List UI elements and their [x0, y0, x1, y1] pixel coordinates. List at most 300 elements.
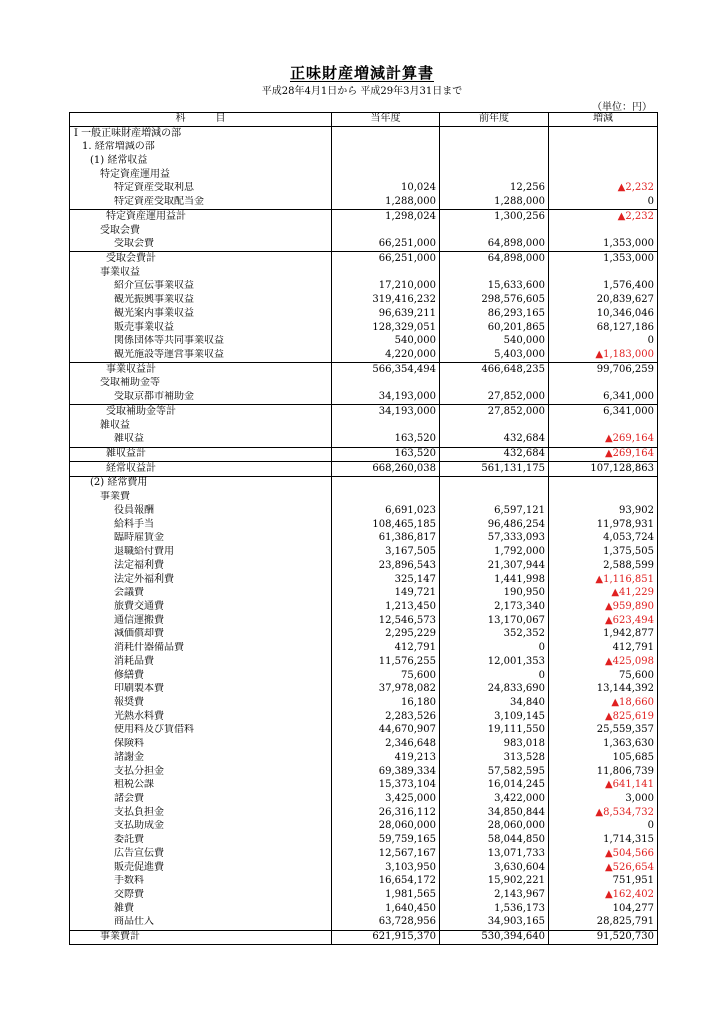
change-value: 0: [549, 820, 658, 834]
change-value: [549, 154, 658, 168]
current-value: 3,167,505: [332, 546, 440, 560]
row-label: 支払助成金: [70, 820, 332, 834]
current-value: 63,728,956: [332, 916, 440, 930]
change-value: ▲623,494: [549, 614, 658, 628]
previous-value: 58,044,850: [440, 834, 549, 848]
change-value: ▲1,183,000: [549, 349, 658, 363]
previous-value: 15,633,600: [440, 280, 549, 294]
table-row: [70, 875, 658, 889]
row-label: 消耗什器備品費: [70, 642, 332, 656]
change-value: [549, 419, 658, 433]
table-row: [70, 504, 658, 518]
current-value: 10,024: [332, 182, 440, 196]
current-value: 621,915,370: [332, 930, 440, 945]
change-value: [549, 168, 658, 182]
table-row: [70, 820, 658, 834]
current-value: 12,567,167: [332, 847, 440, 861]
table-row: [70, 683, 658, 697]
previous-value: [440, 141, 549, 155]
row-label: 使用料及び賃借料: [70, 724, 332, 738]
current-value: [332, 491, 440, 505]
table-row: [70, 806, 658, 820]
table-row: [70, 280, 658, 294]
table-row: [70, 168, 658, 182]
previous-value: 298,576,605: [440, 294, 549, 308]
table-row: [70, 363, 658, 377]
change-value: 0: [549, 196, 658, 210]
change-value: 107,128,863: [549, 462, 658, 477]
row-label: 販売促進費: [70, 861, 332, 875]
period-text: 平成28年4月1日から 平成29年3月31日まで: [261, 86, 463, 97]
change-value: ▲8,534,732: [549, 806, 658, 820]
row-label: 支払分担金: [70, 765, 332, 779]
current-value: [332, 168, 440, 182]
previous-value: 432,684: [440, 433, 549, 447]
row-label: 雑費: [70, 902, 332, 916]
row-label: 特定資産運用益: [70, 168, 332, 182]
row-label: 法定福利費: [70, 559, 332, 573]
current-value: 325,147: [332, 573, 440, 587]
current-value: 1,213,450: [332, 600, 440, 614]
row-label: 受取会費計: [70, 252, 332, 266]
row-label: 保険料: [70, 738, 332, 752]
previous-value: 2,173,340: [440, 600, 549, 614]
previous-value: 27,852,000: [440, 391, 549, 405]
change-value: 91,520,730: [549, 930, 658, 945]
change-value: 99,706,259: [549, 363, 658, 377]
previous-value: 64,898,000: [440, 252, 549, 266]
current-value: 566,354,494: [332, 363, 440, 377]
row-label: 臨時雇賃金: [70, 532, 332, 546]
table-row: [70, 834, 658, 848]
current-value: 2,346,648: [332, 738, 440, 752]
row-label: 会議費: [70, 587, 332, 601]
row-label: 受取京都市補助金: [70, 391, 332, 405]
change-value: 68,127,186: [549, 321, 658, 335]
change-value: 11,806,739: [549, 765, 658, 779]
previous-value: 2,143,967: [440, 889, 549, 903]
previous-value: 1,288,000: [440, 196, 549, 210]
previous-value: 57,333,093: [440, 532, 549, 546]
previous-value: 3,109,145: [440, 710, 549, 724]
row-label: 1. 経常増減の部: [70, 141, 332, 155]
previous-value: 21,307,944: [440, 559, 549, 573]
current-value: 412,791: [332, 642, 440, 656]
previous-value: 34,840: [440, 696, 549, 710]
row-label: 光熱水料費: [70, 710, 332, 724]
table-row: [70, 669, 658, 683]
table-row: [70, 491, 658, 505]
current-value: [332, 266, 440, 280]
change-value: 105,685: [549, 751, 658, 765]
row-label: 受取補助金等計: [70, 405, 332, 419]
current-value: 16,180: [332, 696, 440, 710]
previous-value: 86,293,165: [440, 307, 549, 321]
table-row: [70, 433, 658, 447]
header-row: [70, 113, 658, 127]
previous-value: 24,833,690: [440, 683, 549, 697]
table-row: [70, 573, 658, 587]
previous-value: 1,792,000: [440, 546, 549, 560]
table-row: [70, 559, 658, 573]
table-row: [70, 847, 658, 861]
table-row: [70, 405, 658, 419]
table-row: [70, 238, 658, 252]
current-value: 163,520: [332, 447, 440, 462]
current-value: 1,288,000: [332, 196, 440, 210]
table-row: [70, 861, 658, 875]
change-value: 1,714,315: [549, 834, 658, 848]
table-row: [70, 447, 658, 462]
row-label: 手数料: [70, 875, 332, 889]
previous-value: [440, 491, 549, 505]
previous-value: 15,902,221: [440, 875, 549, 889]
previous-value: 432,684: [440, 447, 549, 462]
previous-value: 27,852,000: [440, 405, 549, 419]
change-value: 25,559,357: [549, 724, 658, 738]
current-value: 96,639,211: [332, 307, 440, 321]
previous-value: 466,648,235: [440, 363, 549, 377]
table-row: [70, 307, 658, 321]
table-row: [70, 377, 658, 391]
table-row: [70, 793, 658, 807]
row-label: 特定資産受取配当金: [70, 196, 332, 210]
table-row: [70, 916, 658, 930]
previous-value: 190,950: [440, 587, 549, 601]
current-value: 69,389,334: [332, 765, 440, 779]
change-value: [549, 491, 658, 505]
current-value: 419,213: [332, 751, 440, 765]
change-value: ▲18,660: [549, 696, 658, 710]
table-row: [70, 724, 658, 738]
current-value: 128,329,051: [332, 321, 440, 335]
current-value: 1,640,450: [332, 902, 440, 916]
previous-value: 34,903,165: [440, 916, 549, 930]
current-value: 6,691,023: [332, 504, 440, 518]
current-value: 1,981,565: [332, 889, 440, 903]
table-row: [70, 391, 658, 405]
current-value: [332, 154, 440, 168]
change-value: [549, 266, 658, 280]
current-value: 3,425,000: [332, 793, 440, 807]
table-row: [70, 532, 658, 546]
table-row: [70, 930, 658, 945]
current-value: 12,546,573: [332, 614, 440, 628]
row-label: 諸会費: [70, 793, 332, 807]
table-row: [70, 902, 658, 916]
table-row: [70, 546, 658, 560]
table-row: [70, 462, 658, 477]
row-label: 給料手当: [70, 518, 332, 532]
table-row: [70, 710, 658, 724]
previous-value: [440, 154, 549, 168]
change-value: [549, 224, 658, 238]
change-value: 1,576,400: [549, 280, 658, 294]
change-value: [549, 476, 658, 490]
row-label: 委託費: [70, 834, 332, 848]
row-label: 役員報酬: [70, 504, 332, 518]
table-row: [70, 765, 658, 779]
row-label: 関係団体等共同事業収益: [70, 335, 332, 349]
change-value: ▲425,098: [549, 655, 658, 669]
table-row: [70, 696, 658, 710]
unit-label: （単位：円）: [592, 102, 652, 113]
row-label: 事業収益計: [70, 363, 332, 377]
change-value: 20,839,627: [549, 294, 658, 308]
table-row: [70, 476, 658, 490]
current-value: 23,896,543: [332, 559, 440, 573]
row-label: 販売事業収益: [70, 321, 332, 335]
document-title: 正味財産増減計算書: [289, 64, 434, 82]
change-value: [549, 141, 658, 155]
current-value: 75,600: [332, 669, 440, 683]
previous-value: 313,528: [440, 751, 549, 765]
previous-value: 1,441,998: [440, 573, 549, 587]
change-value: 11,978,931: [549, 518, 658, 532]
row-label: 印刷製本費: [70, 683, 332, 697]
row-label: 支払負担金: [70, 806, 332, 820]
current-value: [332, 476, 440, 490]
change-value: ▲1,116,851: [549, 573, 658, 587]
previous-value: 64,898,000: [440, 238, 549, 252]
previous-value: 57,582,595: [440, 765, 549, 779]
table-row: [70, 154, 658, 168]
change-value: 10,346,046: [549, 307, 658, 321]
table-row: [70, 614, 658, 628]
row-label: 報奨費: [70, 696, 332, 710]
change-value: 93,902: [549, 504, 658, 518]
row-label: 事業費計: [70, 930, 332, 945]
row-label: (2) 経常費用: [70, 476, 332, 490]
table-row: [70, 889, 658, 903]
row-label: 観光振興事業収益: [70, 294, 332, 308]
row-label: 減価償却費: [70, 628, 332, 642]
current-value: 11,576,255: [332, 655, 440, 669]
row-label: 観光案内事業収益: [70, 307, 332, 321]
previous-value: 0: [440, 669, 549, 683]
current-value: [332, 224, 440, 238]
previous-value: 16,014,245: [440, 779, 549, 793]
change-value: 6,341,000: [549, 405, 658, 419]
current-value: 319,416,232: [332, 294, 440, 308]
table-row: [70, 587, 658, 601]
current-value: 16,654,172: [332, 875, 440, 889]
row-label: 受取会費: [70, 238, 332, 252]
table-row: [70, 252, 658, 266]
header-current: 当年度: [332, 113, 440, 127]
change-value: ▲641,141: [549, 779, 658, 793]
previous-value: 28,060,000: [440, 820, 549, 834]
change-value: 4,053,724: [549, 532, 658, 546]
table-row: [70, 779, 658, 793]
change-value: ▲959,890: [549, 600, 658, 614]
previous-value: 530,394,640: [440, 930, 549, 945]
change-value: 2,588,599: [549, 559, 658, 573]
table-row: [70, 196, 658, 210]
change-value: ▲2,232: [549, 182, 658, 196]
previous-value: 12,001,353: [440, 655, 549, 669]
row-label: 雑収益: [70, 419, 332, 433]
change-value: ▲526,654: [549, 861, 658, 875]
previous-value: 1,300,256: [440, 210, 549, 224]
previous-value: 983,018: [440, 738, 549, 752]
row-label: 通信運搬費: [70, 614, 332, 628]
change-value: [549, 127, 658, 141]
previous-value: 540,000: [440, 335, 549, 349]
current-value: 108,465,185: [332, 518, 440, 532]
change-value: ▲825,619: [549, 710, 658, 724]
previous-value: 1,536,173: [440, 902, 549, 916]
current-value: 26,316,112: [332, 806, 440, 820]
change-value: ▲41,229: [549, 587, 658, 601]
row-label: 受取補助金等: [70, 377, 332, 391]
table-row: [70, 210, 658, 224]
change-value: 1,942,877: [549, 628, 658, 642]
change-value: [549, 377, 658, 391]
previous-value: 5,403,000: [440, 349, 549, 363]
table-row: [70, 224, 658, 238]
row-label: 紹介宣伝事業収益: [70, 280, 332, 294]
header-item: 科 目: [70, 113, 332, 127]
previous-value: 3,630,604: [440, 861, 549, 875]
table-row: [70, 294, 658, 308]
table-row: [70, 321, 658, 335]
current-value: 37,978,082: [332, 683, 440, 697]
previous-value: [440, 419, 549, 433]
previous-value: 13,071,733: [440, 847, 549, 861]
row-label: 消耗品費: [70, 655, 332, 669]
table-row: [70, 655, 658, 669]
header-change: 増減: [549, 113, 658, 127]
change-value: 412,791: [549, 642, 658, 656]
change-value: ▲162,402: [549, 889, 658, 903]
row-label: 観光施設等運営事業収益: [70, 349, 332, 363]
change-value: 1,353,000: [549, 252, 658, 266]
previous-value: 60,201,865: [440, 321, 549, 335]
current-value: [332, 377, 440, 391]
table-row: [70, 751, 658, 765]
table-row: [70, 600, 658, 614]
current-value: 163,520: [332, 433, 440, 447]
previous-value: 19,111,550: [440, 724, 549, 738]
current-value: 66,251,000: [332, 252, 440, 266]
change-value: 1,375,505: [549, 546, 658, 560]
change-value: 751,951: [549, 875, 658, 889]
current-value: 28,060,000: [332, 820, 440, 834]
current-value: 2,295,229: [332, 628, 440, 642]
previous-value: 96,486,254: [440, 518, 549, 532]
current-value: 3,103,950: [332, 861, 440, 875]
header-previous: 前年度: [440, 113, 549, 127]
table-row: [70, 518, 658, 532]
current-value: 2,283,526: [332, 710, 440, 724]
row-label: 租税公課: [70, 779, 332, 793]
previous-value: 6,597,121: [440, 504, 549, 518]
change-value: ▲504,566: [549, 847, 658, 861]
table-row: [70, 182, 658, 196]
previous-value: [440, 266, 549, 280]
table-row: [70, 127, 658, 141]
current-value: 15,373,104: [332, 779, 440, 793]
row-label: 特定資産運用益計: [70, 210, 332, 224]
current-value: 4,220,000: [332, 349, 440, 363]
previous-value: 12,256: [440, 182, 549, 196]
change-value: 28,825,791: [549, 916, 658, 930]
change-value: 1,353,000: [549, 238, 658, 252]
current-value: 34,193,000: [332, 405, 440, 419]
row-label: Ⅰ 一般正味財産増減の部: [70, 127, 332, 141]
current-value: [332, 419, 440, 433]
change-value: 104,277: [549, 902, 658, 916]
change-value: ▲2,232: [549, 210, 658, 224]
change-value: ▲269,164: [549, 447, 658, 462]
current-value: 540,000: [332, 335, 440, 349]
row-label: 経常収益計: [70, 462, 332, 477]
change-value: 75,600: [549, 669, 658, 683]
current-value: 1,298,024: [332, 210, 440, 224]
previous-value: 34,850,844: [440, 806, 549, 820]
previous-value: [440, 168, 549, 182]
change-value: 6,341,000: [549, 391, 658, 405]
current-value: 61,386,817: [332, 532, 440, 546]
current-value: 34,193,000: [332, 391, 440, 405]
row-label: 旅費交通費: [70, 600, 332, 614]
statement-table: [69, 112, 658, 945]
current-value: 668,260,038: [332, 462, 440, 477]
row-label: 法定外福利費: [70, 573, 332, 587]
previous-value: 352,352: [440, 628, 549, 642]
previous-value: [440, 476, 549, 490]
change-value: 0: [549, 335, 658, 349]
table-row: [70, 628, 658, 642]
table-row: [70, 266, 658, 280]
current-value: 17,210,000: [332, 280, 440, 294]
change-value: 3,000: [549, 793, 658, 807]
previous-value: [440, 127, 549, 141]
previous-value: 13,170,067: [440, 614, 549, 628]
previous-value: 0: [440, 642, 549, 656]
previous-value: [440, 224, 549, 238]
row-label: (1) 経常収益: [70, 154, 332, 168]
table-row: [70, 738, 658, 752]
row-label: 事業費: [70, 491, 332, 505]
table-row: [70, 141, 658, 155]
table-row: [70, 642, 658, 656]
table-row: [70, 349, 658, 363]
change-value: 1,363,630: [549, 738, 658, 752]
previous-value: 3,422,000: [440, 793, 549, 807]
row-label: 交際費: [70, 889, 332, 903]
row-label: 諸謝金: [70, 751, 332, 765]
current-value: 149,721: [332, 587, 440, 601]
change-value: 13,144,392: [549, 683, 658, 697]
row-label: 雑収益: [70, 433, 332, 447]
row-label: 修繕費: [70, 669, 332, 683]
current-value: 44,670,907: [332, 724, 440, 738]
row-label: 特定資産受取利息: [70, 182, 332, 196]
row-label: 退職給付費用: [70, 546, 332, 560]
previous-value: [440, 377, 549, 391]
row-label: 雑収益計: [70, 447, 332, 462]
row-label: 商品仕入: [70, 916, 332, 930]
row-label: 受取会費: [70, 224, 332, 238]
current-value: 59,759,165: [332, 834, 440, 848]
change-value: ▲269,164: [549, 433, 658, 447]
table-row: [70, 335, 658, 349]
previous-value: 561,131,175: [440, 462, 549, 477]
current-value: [332, 127, 440, 141]
row-label: 事業収益: [70, 266, 332, 280]
